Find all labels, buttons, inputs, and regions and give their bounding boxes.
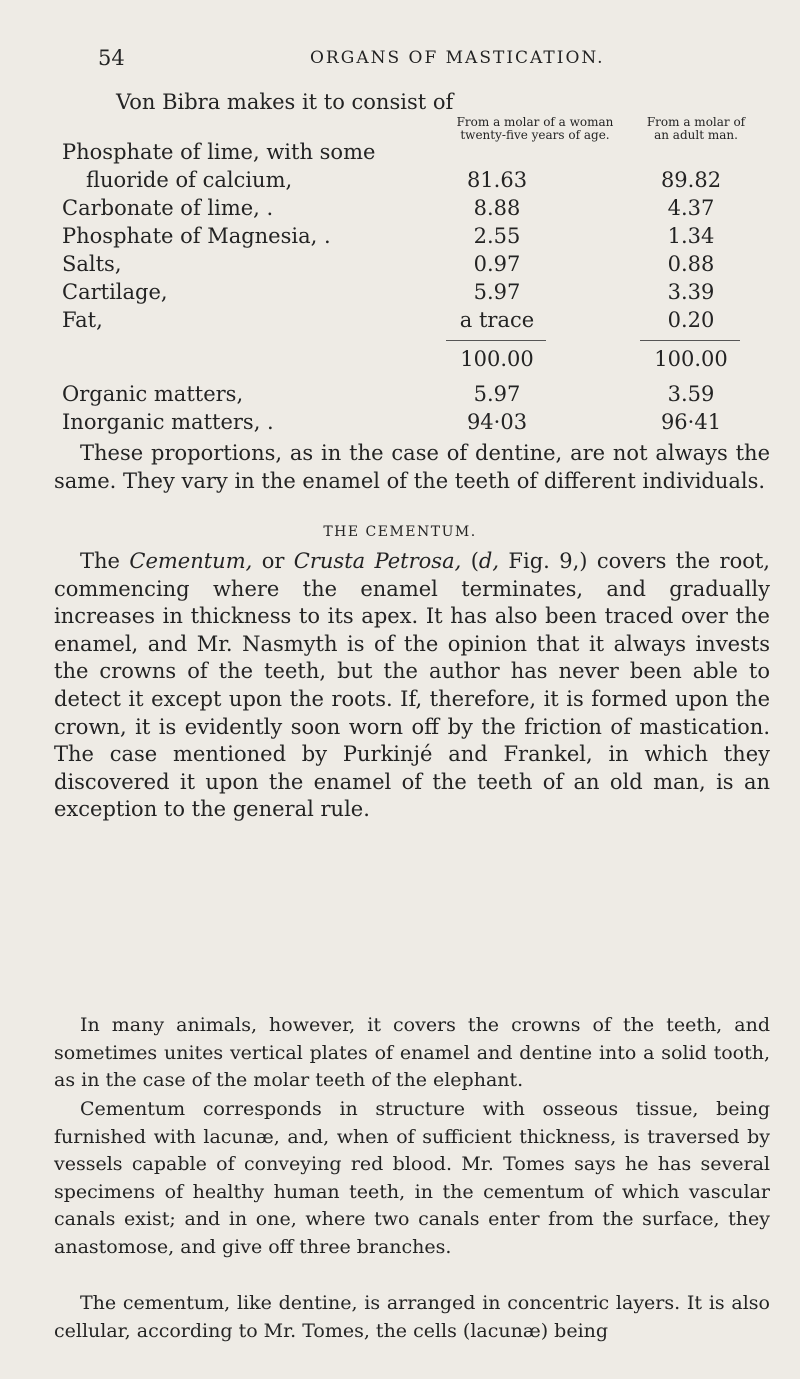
ref-open: ( (470, 549, 479, 573)
table-intro: Von Bibra makes it to consist of (116, 90, 454, 114)
cell-woman: a trace (459, 308, 535, 332)
paragraph-text: These proportions, as in the case of dentine, are not always the same. They vary in the enamel of the teeth of different individuals. (54, 441, 770, 493)
row-label: fluoride of calcium, (86, 168, 293, 192)
column-header-woman-line: From a molar of a woman (456, 115, 614, 129)
paragraph-structure (54, 1096, 770, 1262)
cell-man: 96·41 (660, 410, 722, 434)
paragraph-text: The cementum, like dentine, is arranged in concentric layers. It is also cellular, according to Mr. Tomes, the cells (lacunæ) being (54, 1292, 770, 1342)
sum-rule (640, 340, 740, 341)
row-label: Cartilage, (62, 280, 168, 304)
term-cementum: Cementum, (129, 549, 253, 573)
paragraph-proportions (54, 440, 770, 495)
cell-woman: 2.55 (473, 224, 521, 248)
column-header-man-line: From a molar of (646, 115, 746, 129)
conjunction: or (261, 549, 285, 573)
total-man: 100.00 (654, 347, 728, 371)
row-label: Carbonate of lime, . (62, 196, 274, 220)
cell-man: 0.88 (667, 252, 715, 276)
cell-woman: 0.97 (473, 252, 521, 276)
page-number: 54 (98, 46, 125, 70)
paragraph-rest: Fig. 9,) covers the root, commencing where the enamel terminates, and gradually increases in thickness to its apex. It has also been traced over the enamel, and Mr. Nasmyth is of the opinion that it always invests the crowns of the teeth, but the author has never been able to detect it except upon the roots. If, therefore, it is formed upon the crown, it is evidently soon worn off by the friction of mastication. The case mentioned by Purkinjé and Frankel, in which they discovered it upon the enamel of the teeth of an old man, is an exception to the general rule. (54, 549, 770, 822)
paragraph-text (54, 548, 770, 824)
row-label-continued: Phosphate of lime, with some (62, 140, 376, 164)
cell-man: 4.37 (667, 196, 715, 220)
cell-man: 3.39 (667, 280, 715, 304)
column-header-man (606, 116, 786, 142)
paragraph-cementum (54, 548, 770, 824)
term-crusta-petrosa: Crusta Petrosa, (293, 549, 462, 573)
paragraph-animals (54, 1012, 770, 1095)
sum-rule (446, 340, 546, 341)
paragraph-layers (54, 1290, 770, 1345)
cell-man: 89.82 (660, 168, 722, 192)
column-header-woman-line: twenty-five years of age. (460, 128, 610, 142)
cell-woman: 5.97 (473, 382, 521, 406)
row-label: Phosphate of Magnesia, . (62, 224, 331, 248)
cell-man: 3.59 (667, 382, 715, 406)
paragraph-text: In many animals, however, it covers the crowns of the teeth, and sometimes unites vertical plates of enamel and dentine into a solid tooth, as in the case of the molar teeth of the elephant. (54, 1014, 770, 1092)
cell-woman: 8.88 (473, 196, 521, 220)
running-title: ORGANS OF MASTICATION. (310, 48, 605, 68)
row-label: Fat, (62, 308, 103, 332)
cell-woman: 94·03 (466, 410, 528, 434)
row-label: Organic matters, (62, 382, 244, 406)
paragraph-text: Cementum corresponds in structure with osseous tissue, being furnished with lacunæ, and, when of sufficient thickness, is traversed by vessels capable of conveying red blood. Mr. Tomes says he has several specimens of healthy human teeth, in the cementum of which vascular canals exist; and in one, where two canals enter from the surface, they anastomose, and give off three branches. (54, 1098, 770, 1258)
cell-woman: 5.97 (473, 280, 521, 304)
lead-word: The (80, 549, 120, 573)
cell-woman: 81.63 (466, 168, 528, 192)
cell-man: 0.20 (667, 308, 715, 332)
figure-ref-letter: d, (478, 549, 500, 573)
column-header-man-line: an adult man. (654, 128, 738, 142)
row-label: Salts, (62, 252, 122, 276)
section-heading: THE CEMENTUM. (323, 524, 477, 540)
cell-man: 1.34 (667, 224, 715, 248)
row-label: Inorganic matters, . (62, 410, 274, 434)
total-woman: 100.00 (460, 347, 534, 371)
